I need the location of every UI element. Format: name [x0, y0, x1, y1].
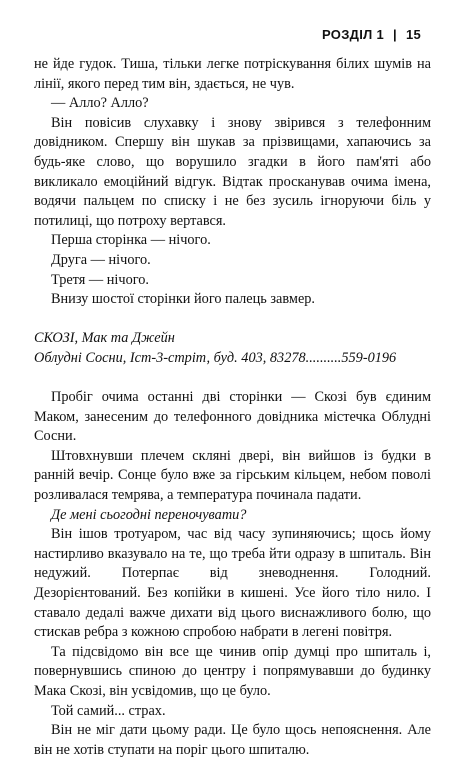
- paragraph: Перша сторінка — нічого.: [51, 232, 211, 249]
- running-header: [322, 27, 421, 42]
- paragraph: Друга — нічого.: [51, 251, 151, 268]
- directory-entry-address: Облудні Сосни, Іст-3-стріт, буд. 403, 83278..........559-0196: [34, 349, 397, 366]
- paragraph: — Алло? Алло?: [51, 95, 149, 112]
- inner-thought: Де мені сьогодні переночувати?: [51, 506, 247, 523]
- paragraph: не йде гудок. Тиша, тільки легке потріскування білих шумів на лінії, якого перед тим він, здається, не чув.: [34, 56, 431, 92]
- body-text: [34, 55, 431, 760]
- page-number: 15: [405, 27, 421, 42]
- paragraph: Він повісив слухавку і знову звірився з телефонним довідником. Спершу він шукав за прізвищами, хапаючись за будь-яке слово, що ворушило згадки в його пам'яті або викликало емоційний відгук. Відтак просканував очима імена, водячи пальцем по списку і не без зусиль ігноруючи біль у потилиці, що потроху вертався.: [34, 114, 431, 229]
- header-separator: |: [393, 27, 397, 42]
- chapter-label: РОЗДІЛ 1: [322, 27, 384, 42]
- paragraph: Штовхнувши плечем скляні двері, він вийшов із будки в ранній вечір. Сонце було вже за гірським кільцем, небом поволі розливалася темрява, а температура починала падати.: [34, 447, 431, 504]
- paragraph: Він не міг дати цьому ради. Це було щось непояснення. Але він не хотів ступати на поріг цього шпиталю.: [34, 722, 431, 758]
- directory-entry-name: СКОЗІ, Мак та Джейн: [34, 330, 175, 347]
- paragraph: Пробіг очима останні дві сторінки — Скозі був єдиним Маком, занесеним до телефонного довідника містечка Облудні Сосни.: [34, 389, 431, 445]
- paragraph: Третя — нічого.: [51, 271, 149, 288]
- paragraph: Та підсвідомо він все ще чинив опір думці про шпиталь і, повернувшись спиною до центру і попрямувавши до будинку Мака Скозі, він усвідомив, що це було.: [34, 643, 431, 699]
- paragraph: Він ішов тротуаром, час від часу зупиняючись; щось йому настирливо вказувало на те, що треба йти одразу в шпиталь. Він недужий. Потерпає від зневоднення. Голодний. Дезорієнтований. Без копійки в кишені. Усе його тіло нило. І ставало дедалі важче дихати від цього виснажливого болю, що стискав ребра з кожною спробою набрати в легені повітря.: [34, 526, 431, 641]
- paragraph: Внизу шостої сторінки його палець завмер.: [51, 291, 316, 308]
- paragraph: Той самий... страх.: [51, 702, 166, 719]
